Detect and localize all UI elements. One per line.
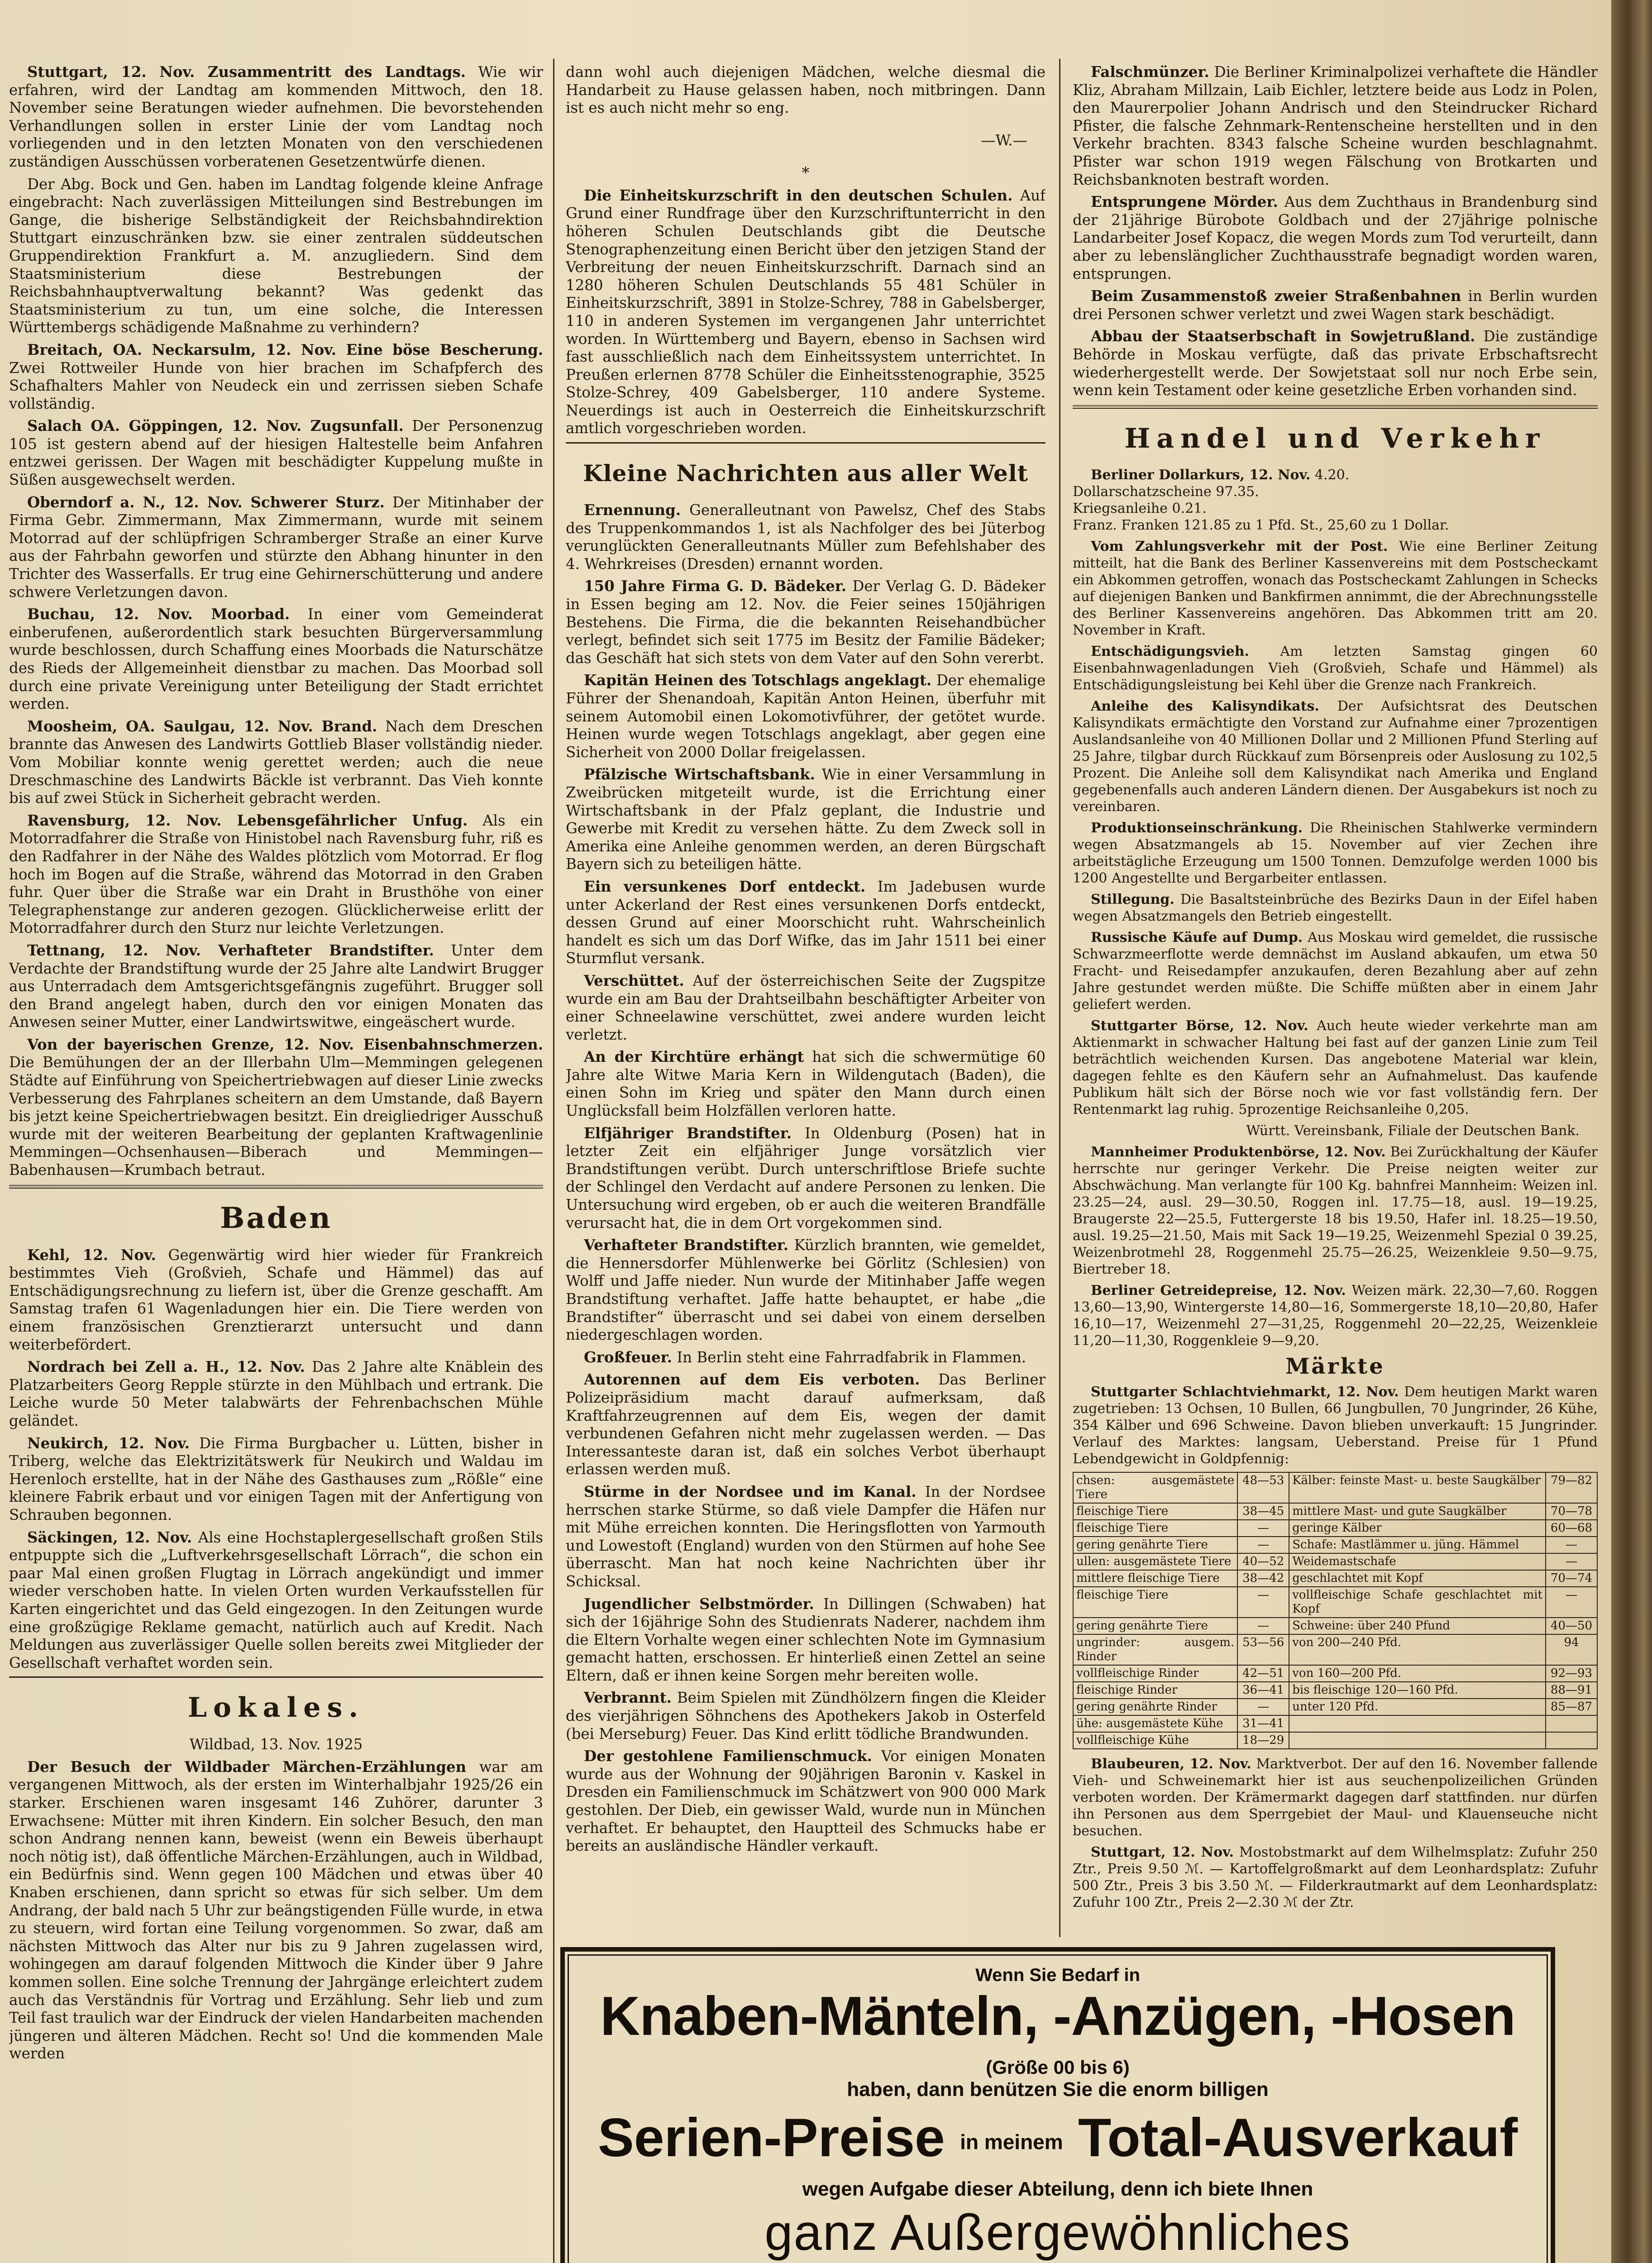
rate-line: Franz. Franken 121.85 zu 1 Pfd. St., 25,60 zu 1 Dollar. — [1073, 517, 1449, 533]
article — [9, 417, 543, 489]
article-body: Wie in einer Versammlung in Zweibrücken mitgeteilt wurde, ist die Errichtung einer Wirtschaftsbank in der Pfalz geplant, die Industrie und Gewerbe mit Kredit zu versehen hätte. Zu dem Zweck soll in Amerika eine Anleihe genommen werden, an deren Bürgschaft Bayern sich zu beteiligen hätte. — [566, 766, 1046, 873]
table-row — [1073, 1553, 1597, 1570]
article-headline: Stillegung. — [1091, 891, 1175, 907]
table-cell: mittlere fleischige Tiere — [1073, 1570, 1237, 1587]
article-body: Das 2 Jahre alte Knäblein des Platzarbeiters Georg Repple stürzte in den Mühlbach und ertrank. Die Leiche wurde 50 Meter talabwärts der Fehrenbachschen Mühle geländet. — [9, 1358, 543, 1429]
article-body: Nach dem Dreschen brannte das Anwesen des Landwirts Gottlieb Blaser vollständig nieder. Vom Mobiliar konnte wenig gerettet werden; auch die neue Dreschmaschine des Landwirts Bäckle ist verbrannt. Das Vieh konnte bis auf zwei Stück in Sicherheit gebracht werden. — [9, 717, 543, 807]
signature: —W.— — [981, 132, 1027, 149]
article-body: Marktverbot. Der auf den 16. November fallende Vieh- und Schweinemarkt hier ist aus seuchenpolizeilichen Gründen verboten worden. Der Krämermarkt dagegen darf stattfinden. nur dürfen ihn Personen aus dem Sperrgebiet der Maul- und Klauenseuche nicht besuchen. — [1073, 1756, 1598, 1839]
cattle-price-table — [1073, 1472, 1598, 1749]
table-cell: 79—82 — [1546, 1472, 1597, 1503]
article — [1073, 538, 1598, 639]
article — [566, 187, 1046, 438]
article — [1073, 643, 1598, 693]
table-row — [1073, 1570, 1597, 1587]
table-cell: 36—41 — [1237, 1682, 1289, 1699]
table-cell: — — [1546, 1553, 1597, 1570]
table-cell: 38—42 — [1237, 1570, 1289, 1587]
article-headline: Stuttgart, 12. Nov. Zusammentritt des Landtags. — [27, 63, 466, 81]
article-body: Weizen märk. 22,30—7,60. Roggen 13,60—13,90, Wintergerste 14,80—16, Sommergerste 18,10—20,80, Hafer 16,10—17, Weizenmehl 27—31,25, Roggenmehl 20—22,25, Weizenkleie 11,20—11,30, Roggenkleie 9—9,20. — [1073, 1282, 1598, 1349]
table-row — [1073, 1682, 1597, 1699]
article — [1073, 287, 1598, 323]
table-cell: Schweine: über 240 Pfund — [1289, 1618, 1546, 1634]
table-cell: bis fleischige 120—160 Pfd. — [1289, 1682, 1546, 1699]
table-cell: 40—50 — [1546, 1618, 1597, 1634]
article — [1073, 698, 1598, 815]
article-headline: Pfälzische Wirtschaftsbank. — [584, 766, 815, 783]
article-headline: Ravensburg, 12. Nov. Lebensgefährlicher Unfug. — [27, 812, 468, 829]
article — [566, 1349, 1046, 1367]
article — [566, 578, 1046, 667]
table-cell: 48—53 — [1237, 1472, 1289, 1503]
article-headline: Die Einheitskurzschrift in den deutschen Schulen. — [584, 186, 1013, 204]
article-headline: Berliner Dollarkurs, 12. Nov. — [1091, 467, 1311, 483]
ad-intro: Wenn Sie Bedarf in — [975, 1965, 1140, 1985]
table-cell: 40—52 — [1237, 1553, 1289, 1570]
article-body: Auf der österreichischen Seite der Zugspitze wurde ein am Bau der Drahtseilbahn beschäftigter Arbeiter von einer Schneelawine verschüttet, zwei andere wurden leicht verletzt. — [566, 972, 1046, 1043]
table-cell: 85—87 — [1546, 1699, 1597, 1715]
article-body: Der Abg. Bock und Gen. haben im Landtag folgende kleine Anfrage eingebracht: Nach zuverlässigen Mitteilungen sind Bestrebungen im Gange, die bisherige Selbständigkeit der Reichsbahndirektion Stuttgart einzuschränken bzw. sie einer zentralen süddeutschen Gruppendirektion Frankfurt a. M. anzugliedern. Sind dem Staatsministerium diese Bestrebungen der Reichsbahnhauptverwaltung bekannt? Was gedenkt das Staatsministerium zu tun, um eine solche, die Interessen Württembergs schädigende Maßnahme zu verhindern? — [9, 175, 543, 336]
article-body: Mostobstmarkt auf dem Wilhelmsplatz: Zufuhr 250 Ztr., Preis 9.50 ℳ. — Kartoffelgroßmarkt auf dem Leonhardsplatz: Zufuhr 500 Ztr., Preis 3 bis 3.50 ℳ. — Filderkrautmarkt auf dem Leonhardsplatz: Zufuhr 100 Ztr., Preis 2—2.30 ℳ der Ztr. — [1073, 1844, 1598, 1910]
table-cell: — — [1237, 1520, 1289, 1537]
article-body: Als eine Hochstaplergesellschaft großen Stils entpuppte sich die „Luftverkehrsgesellschaft Lörrach“, die schon ein paar Mal einen großen Flugtag in Lörrach angekündigt und immer wieder verschoben hatte. In vielen Orten wurden Verkaufsstellen für Karten eingerichtet und das Geld eingezogen. In den Zeitungen wurde eine großzügige Reklame gemacht, natürlich auch auf Kredit. Nach Meldungen aus zuverlässiger Quelle sollen bereits zwei Mitglieder der Gesellschaft verhaftet worden sein. — [9, 1528, 543, 1671]
table-cell: von 200—240 Pfd. — [1289, 1634, 1546, 1665]
table-row — [1073, 1537, 1597, 1553]
table-cell — [1546, 1732, 1597, 1749]
article-headline: Anleihe des Kalisyndikats. — [1091, 698, 1319, 714]
ad-sizes: (Größe 00 bis 6) — [986, 2057, 1130, 2078]
table-cell: — — [1546, 1587, 1597, 1618]
article-headline: Entschädigungsvieh. — [1091, 643, 1249, 659]
rate-line: Kriegsanleihe 0.21. — [1073, 500, 1207, 516]
section-heading-handel-und-verkehr: Handel und Verkehr — [1124, 422, 1546, 454]
table-cell: fleischige Tiere — [1073, 1520, 1237, 1537]
article-headline: Entsprungene Mörder. — [1091, 193, 1278, 211]
table-row — [1073, 1634, 1597, 1665]
table-cell: 42—51 — [1237, 1665, 1289, 1682]
article — [566, 1747, 1046, 1855]
article-headline: Stuttgarter Börse, 12. Nov. — [1091, 1017, 1308, 1034]
article-headline: Buchau, 12. Nov. Moorbad. — [27, 606, 290, 623]
article-headline: Neukirch, 12. Nov. — [27, 1434, 190, 1452]
article — [566, 972, 1046, 1044]
article-headline: Stuttgarter Schlachtviehmarkt, 12. Nov. — [1091, 1384, 1399, 1400]
table-cell: Weidemastschafe — [1289, 1553, 1546, 1570]
section-divider — [9, 1185, 543, 1189]
table-row — [1073, 1618, 1597, 1634]
table-cell: ullen: ausgemästete Tiere — [1073, 1553, 1237, 1570]
article-body: Als ein Motorradfahrer die Straße von Hinistobel nach Ravensburg fuhr, riß es den Radfahrer in der Nähe des Waldes plötzlich vom Motorrad. Er flog hoch im Bogen auf die Straße, während das Motorrad in den Graben fuhr. Quer über die Straße war ein Draht in Brusthöhe von einer Telegraphenstange zur anderen gezogen. Glücklicherweise erlitt der Motorradfahrer durch den Sturz nur leichte Verletzungen. — [9, 812, 543, 937]
separator-star: * — [802, 164, 810, 182]
article-headline: 150 Jahre Firma G. D. Bädeker. — [584, 578, 847, 595]
table-cell: 31—41 — [1237, 1715, 1289, 1732]
table-row — [1073, 1472, 1597, 1503]
article-body: Aus Moskau wird gemeldet, die russische Schwarzmeerflotte werde demnächst im Ausland abkaufen, um etwa 50 Fracht- und Reisedampfer anzukaufen, deren Bezahlung aber auf zehn Jahre gestundet werden müßte. Die Schiffe müßten aber in einem Jahr geliefert werden. — [1073, 929, 1598, 1012]
article-body: hat sich die schwermütige 60 Jahre alte Witwe Maria Kern in Wildengutach (Baden), die einen Sohn im Krieg und später den Mann durch einen Unglücksfall beim Holzfällen verloren hatte. — [566, 1048, 1046, 1120]
table-row — [1073, 1520, 1597, 1537]
section-heading-kleine-nachrichten: Kleine Nachrichten aus aller Welt — [583, 460, 1028, 487]
table-cell: — — [1237, 1618, 1289, 1634]
advertisement-globus — [560, 1947, 1555, 2263]
article-body: Die zuständige Behörde in Moskau verfügte, daß das private Erbschaftsrecht wiederhergestellt werde. Der Sowjetstaat soll nur noch Erbe sein, wenn kein Testament oder keine gesetzliche Erben vorhanden sind. — [1073, 328, 1598, 399]
article-headline: Moosheim, OA. Saulgau, 12. Nov. Brand. — [27, 717, 377, 735]
article — [566, 1048, 1046, 1120]
article-body: Im Jadebusen wurde unter Ackerland der Rest eines versunkenen Dorfs entdeckt, dessen Grund auf einer Moorschicht ruht. Wahrscheinlich handelt es sich um das Dorf Wifke, das im Jahr 1511 bei einer Sturmflut versank. — [566, 878, 1046, 967]
article — [1073, 1144, 1598, 1278]
article — [9, 1758, 543, 2063]
article — [1073, 1384, 1598, 1467]
article-body: Die Basaltsteinbrüche des Bezirks Daun in der Eifel haben wegen Absatzmangels den Betrieb eingestellt. — [1073, 891, 1598, 924]
column-1 — [9, 63, 543, 2263]
article — [9, 718, 543, 807]
table-cell: fleischige Tiere — [1073, 1587, 1237, 1618]
table-cell: Schafe: Mastlämmer u. jüng. Hämmel — [1289, 1537, 1546, 1553]
table-cell: vollfleischige Kühe — [1073, 1732, 1237, 1749]
book-binding — [1611, 0, 1652, 2263]
article — [1073, 929, 1598, 1013]
article-headline: Der Besuch der Wildbader Märchen-Erzählungen — [27, 1758, 467, 1776]
ad-total-ausverkauf: Total-Ausverkauf — [1078, 2107, 1518, 2168]
article-headline: Verschüttet. — [584, 972, 684, 989]
article — [566, 766, 1046, 874]
article-headline: Kehl, 12. Nov. — [27, 1246, 156, 1264]
article-body: Unter dem Verdachte der Brandstiftung wurde der 25 Jahre alte Landwirt Brugger aus Unterradach dem Amtsgerichtsgefängnis zugeführt. Brugger soll den Brand angelegt haben, durch den vor einigen Monaten das Anwesen seiner Mutter, einer Landwirtswitwe, eingeäschert wurde. — [9, 941, 543, 1031]
article-headline: An der Kirchtüre erhängt — [584, 1048, 804, 1066]
article-body: In der Nordsee herrschen starke Stürme, so daß viele Dampfer die Häfen nur mit Mühe erreichen konnten. Die Heringsflotten von Yarmouth und Lowestoft (England) wurden von den Stürmen auf hohe See überrascht. Man hat noch keine Nachrichten über ihr Schicksal. — [566, 1483, 1046, 1590]
table-cell: 60—68 — [1546, 1520, 1597, 1537]
article-body: Die Bemühungen der an der Illerbahn Ulm—Memmingen gelegenen Städte auf Einführung von Speichertriebwagen auf dieser Linie zwecks Verbesserung des Fahrplanes scheitern an dem Umstande, daß Bayern bis jetzt keine Speichertriebwagen besitzt. Ein dreigliedriger Ausschuß wurde mit der weiteren Bearbeitung der geplanten Kraftwagenlinie Memmingen—Ochsenhausen—Biberach und Memmingen—Babenhausen—Krumbach betraut. — [9, 1054, 543, 1179]
table-row — [1073, 1715, 1597, 1732]
article-body: Der Personenzug 105 ist gestern abend auf der hiesigen Haltestelle beim Anfahren entzwei gerissen. Der Wagen mit beschädigter Kuppelung mußte in Süßen ausgewechselt werden. — [9, 417, 543, 489]
article — [1073, 1017, 1598, 1118]
table-cell: gering genährte Tiere — [1073, 1618, 1237, 1634]
article — [9, 812, 543, 937]
ad-in-meinem: in meinem — [960, 2130, 1063, 2154]
table-row — [1073, 1732, 1597, 1749]
table-cell: — — [1546, 1537, 1597, 1553]
section-heading-lokales: Lokales. — [187, 1692, 365, 1724]
article-body: Die Firma Burgbacher u. Lütten, bisher in Triberg, welche das Elektrizitätswerk für Neukirch und Waldau im Herenloch erstellte, hat in der Nähe des Gasthauses zum „Rößle“ eine kleinere Fabrik erbaut und vor einigen Tagen mit der Anfertigung von Schrauben begonnen. — [9, 1434, 543, 1523]
article-headline: Nordrach bei Zell a. H., 12. Nov. — [27, 1358, 305, 1376]
article-headline: Verhafteter Brandstifter. — [584, 1237, 789, 1254]
article — [1073, 63, 1598, 189]
article — [9, 1036, 543, 1179]
article — [566, 501, 1046, 573]
article-headline: Der gestohlene Familienschmuck. — [584, 1747, 872, 1765]
article-headline: Kapitän Heinen des Totschlags angeklagt. — [584, 672, 932, 689]
article-headline: Autorennen auf dem Eis verboten. — [584, 1371, 920, 1389]
table-cell — [1546, 1715, 1597, 1732]
article-body: Der Verlag G. D. Bädeker in Essen beging am 12. Nov. die Feier seines 150jährigen Bestehens. Die Firma, die die bekannten Reisehandbücher verlegt, befindet sich seit 1775 im Besitz der Familie Bädeker; das Geschäft hat sich stets von dem Vater auf den Sohn vererbt. — [566, 578, 1046, 667]
article-headline: Mannheimer Produktenbörse, 12. Nov. — [1091, 1144, 1386, 1160]
article-body: In Oldenburg (Posen) hat in letzter Zeit ein elfjähriger Junge vorsätzlich vier Brandstiftungen verübt. Durch unterschriftlose Briefe suchte der Schlingel den Verdacht auf andere Personen zu lenken. Die Untersuchung wird ergeben, ob er auch die weiteren Brandfälle verursacht hat, die in dem Ort vorgekommen sind. — [566, 1124, 1046, 1232]
article-body: Aus dem Zuchthaus in Brandenburg sind der 21jährige Bürobote Goldbach und der 27jährige polnische Landarbeiter Josef Kopacz, die wegen Mords zum Tod verurteilt, dann aber zu lebenslänglicher Zuchthausstrafe begnadigt worden waren, entsprungen. — [1073, 193, 1598, 282]
article — [9, 63, 543, 171]
article — [1073, 467, 1598, 534]
ad-text: wegen Aufgabe dieser Abteilung, denn ich biete Ihnen — [802, 2178, 1313, 2200]
article-headline: Großfeuer. — [584, 1348, 673, 1366]
article — [1073, 891, 1598, 925]
article — [1073, 193, 1598, 283]
article-body: Beim Spielen mit Zündhölzern fingen die Kleider des vierjährigen Söhnchens des Apothekers Jakob in Osterfeld (bei Merseburg) Feuer. Das Kind erlitt tödliche Brandwunden. — [566, 1689, 1046, 1743]
table-cell: ühe: ausgemästete Kühe — [1073, 1715, 1237, 1732]
article-body: dann wohl auch diejenigen Mädchen, welche diesmal die Handarbeit zu Hause gelassen haben, noch mitbringen. Dann ist es auch nicht mehr so eng. — [566, 63, 1046, 117]
column-3 — [1073, 63, 1598, 1933]
article — [9, 1529, 543, 1672]
article — [1073, 328, 1598, 399]
table-cell: vollfleischige Schafe geschlachtet mit Kopf — [1289, 1587, 1546, 1618]
table-cell: fleischige Tiere — [1073, 1503, 1237, 1520]
article — [9, 341, 543, 413]
article — [1073, 820, 1598, 887]
article-headline: Falschmünzer. — [1091, 63, 1209, 81]
article-headline: Ein versunkenes Dorf entdeckt. — [584, 878, 866, 895]
section-heading-maerkte: Märkte — [1285, 1353, 1385, 1379]
article-headline: Russische Käufe auf Dump. — [1091, 929, 1303, 945]
table-cell: 18—29 — [1237, 1732, 1289, 1749]
table-cell: — — [1237, 1699, 1289, 1715]
article-headline: Jugendlicher Selbstmörder. — [584, 1595, 814, 1613]
article-body: Kürzlich brannten, wie gemeldet, die Hennersdorfer Mühlenwerke bei Görlitz (Schlesien) von Wolff und Jaffe nieder. Nun wurde der Mitinhaber Jaffe wegen Brandstiftung verhaftet. Jaffe hatte behauptet, er habe „die Brandstifter“ überrascht und sei dabei von einem derselben niedergeschlagen worden. — [566, 1237, 1046, 1344]
table-row — [1073, 1503, 1597, 1520]
table-cell: geschlachtet mit Kopf — [1289, 1570, 1546, 1587]
article — [566, 1483, 1046, 1591]
article-body: Gegenwärtig wird hier wieder für Frankreich bestimmtes Vieh (Großvieh, Schafe und Hämmel) das auf Entschädigungsrechnung zu liefern ist, über die Grenze geschafft. Am Samstag trafen 61 Wagenladungen hier ein. Die Tiere werden von einem französischen Grenztierarzt untersucht und dann weiterbefördert. — [9, 1246, 543, 1353]
section-divider — [9, 1676, 543, 1678]
article — [9, 1246, 543, 1354]
article-body: in Berlin wurden drei Personen schwer verletzt und zwei Wagen stark beschädigt. — [1073, 287, 1598, 323]
column-rule — [553, 59, 554, 2263]
article-headline: Tettnang, 12. Nov. Verhafteter Brandstifter. — [27, 941, 434, 959]
article-body: Der ehemalige Führer der Shenandoah, Kapitän Anton Heinen, überfuhr mit seinem Automobil einen Lokomotivführer, der getötet wurde. Heinen wurde wegen Totschlags angeklagt, aber gegen eine Sicherheit von 2000 Dollar freigelassen. — [566, 672, 1046, 761]
article-headline: Von der bayerischen Grenze, 12. Nov. Eisenbahnschmerzen. — [27, 1036, 543, 1053]
article-body: Vor einigen Monaten wurde aus der Wohnung der 90jährigen Baronin v. Kaskel in Dresden ein Familienschmuck im Schätzwert von 900 000 Mark gestohlen. Der Dieb, ein gewisser Wald, wurde nun in München verhaftet. Er behauptet, den Hauptteil des Schmucks habe er bereits an ausländische Händler verkauft. — [566, 1747, 1046, 1855]
article-body: In Dillingen (Schwaben) hat sich der 16jährige Sohn des Studienrats Naderer, nachdem ihm die Eltern Vorhalte wegen einer schlechten Note im Gymnasium gemacht hatten, erschossen. Er hinterließ einen Zettel an seine Eltern, daß er ihnen keine Sorgen mehr bereiten wolle. — [566, 1595, 1046, 1684]
article — [9, 1358, 543, 1430]
exchange-rate: 4.20. — [1314, 467, 1350, 483]
article-body: war am vergangenen Mittwoch, als der ersten im Winterhalbjahr 1925/26 ein starker. Erschienen waren insgesamt 146 Zuhörer, darunter 3 Erwachsene: Mütter mit ihren Kindern. Ein solcher Besuch, den man schon Andrang nennen kann, beweist (wenn ein Beweis überhaupt noch nötig ist), daß öffentliche Märchen-Erzählungen, auch in Wildbad, ein Bedürfnis sind. Wenn gegen 100 Mädchen und etwas über 40 Knaben erschienen, dann spricht so etwas für sich selber. Um dem Andrang, der bald nach 5 Uhr zur beängstigenden Fülle wurde, in etwa zu steuern, wird fortan eine Teilung vorgenommen. So zwar, daß am nächsten Mittwoch das Alter nur bis zu 9 Jahren zugelassen wird, wohingegen am darauf folgenden Mittwoch die Kinder über 9 Jahre kommen sollen. Eine solche Trennung der Jahrgänge erleichtert zudem auch das Verständnis für Vortrag und Erzählung. Sehr lieb und zum Teil fast traulich war der Eindruck der vielen Handarbeiten machenden jüngeren und älteren Mädchen. Recht so! Und die kommenden Male werden — [9, 1758, 543, 2062]
table-row — [1073, 1665, 1597, 1682]
article — [1073, 1282, 1598, 1349]
article-headline: Säckingen, 12. Nov. — [27, 1528, 192, 1546]
table-cell: unter 120 Pfd. — [1289, 1699, 1546, 1715]
article-body: In Berlin steht eine Fahrradfabrik in Flammen. — [677, 1348, 1027, 1366]
article-body: Bei Zurückhaltung der Käufer herrschte nur geringer Verkehr. Die Preise neigten weiter zur Abschwächung. Man verlangte für 100 Kg. bahnfrei Mannheim: Weizen inl. 23.25—24, ausl. 29—30.50, Roggen inl. 17.75—18, ausl. 19—19.25, Braugerste 22—25.5, Futtergerste 18 bis 19.50, Hafer inl. 18.25—19.50, ausl. 19.25—21.50, Mais mit Sack 19—19.25, Weizenmehl Spezial 0 39.25, Weizenbrotmehl 28, Roggenmehl 25.75—26.25, Weizenkleie 9.50—9.75, Biertreber 18. — [1073, 1144, 1598, 1277]
article-headline: Berliner Getreidepreise, 12. Nov. — [1091, 1282, 1346, 1299]
table-cell: gering genährte Rinder — [1073, 1699, 1237, 1715]
article-headline: Oberndorf a. N., 12. Nov. Schwerer Sturz. — [27, 493, 385, 511]
article — [566, 1689, 1046, 1743]
table-cell: 92—93 — [1546, 1665, 1597, 1682]
article-body: Wie eine Berliner Zeitung mitteilt, hat die Bank des Berliner Kassenvereins mit dem Postscheckamt ein Abkommen getroffen, wonach das Postscheckamt Zahlungen in Schecks auf diejenigen Banken und Bankfirmen annimmt, die der Abrechnungsstelle des Berliner Kassenvereins angehören. Das Abkommen tritt am 20. November in Kraft. — [1073, 538, 1598, 638]
article-body: Dem heutigen Markt waren zugetrieben: 13 Ochsen, 10 Bullen, 66 Jungbullen, 70 Jungrinder, 26 Kühe, 354 Kälber und 696 Schweine. Davon blieben unverkauft: 15 Jungrinder. Verlauf des Marktes: langsam, Ueberstand. Preise für 1 Pfund Lebendgewicht in Goldpfennig: — [1073, 1384, 1598, 1467]
table-cell: chsen: ausgemästete Tiere — [1073, 1472, 1237, 1503]
table-cell: fleischige Rinder — [1073, 1682, 1237, 1699]
article-body: Auf Grund einer Rundfrage über den Kurzschriftunterricht in den höheren Schulen Deutschlands gibt die Deutsche Stenographenzeitung einen Bericht über den jetzigen Stand der Verbreitung der neuen Einheitskurzschrift. Darnach sind an 1280 höheren Schulen Deutschlands 55 481 Schüler in Einheitskurzschrift, 3891 in Stolze-Schrey, 788 in Gabelsberger, 110 in anderen Systemen im vergangenen Jahr unterrichtet worden. In Württemberg und Bayern, ebenso in Sachsen wird fast ausschließlich nach dem Einheitssystem unterrichtet. In Preußen erlernen 8778 Schüler die Einheitsstenographie, 3525 Stolze-Schrey, 409 Gabelsberger, 110 andere Systeme. Neuerdings ist auch in Oesterreich die Einheitskurzschrift amtlich vorgeschrieben worden. — [566, 186, 1046, 437]
article-headline: Ernennung. — [584, 501, 681, 519]
article-headline: Abbau der Staatserbschaft in Sowjetrußland. — [1091, 328, 1475, 345]
ad-text: haben, dann benützen Sie die enorm billigen — [847, 2078, 1269, 2101]
article — [9, 606, 543, 713]
table-cell: 94 — [1546, 1634, 1597, 1665]
signature: Württ. Vereinsbank, Filiale der Deutschen Bank. — [1246, 1122, 1580, 1139]
article-headline: Breitach, OA. Neckarsulm, 12. Nov. Eine böse Bescherung. — [27, 341, 543, 358]
article-body: Auch heute wieder verkehrte man am Aktienmarkt in schwacher Haltung bei fast auf der ganzen Linie zum Teil beträchtlich weichenden Kursen. Das angebotene Material war klein, dagegen fehlte es den Käufern sehr an Aufnahmelust. Das kaufende Publikum hält sich der Börse noch wie vor fast vollständig fern. Der Rentenmarkt lag ruhig. 5prozentige Reichsanleihe 0,205. — [1073, 1017, 1598, 1117]
article — [9, 942, 543, 1031]
article — [1073, 1756, 1598, 1839]
column-2 — [566, 63, 1046, 1933]
article — [566, 1371, 1046, 1479]
article-body: Zwei Rottweiler Hunde von hier brachen im Schafpferch des Schafhalters Mahler von Neudeck ein und zerrissen sieben Schafe vollständig. — [9, 359, 543, 412]
table-cell — [1289, 1732, 1546, 1749]
section-divider — [566, 442, 1046, 444]
article — [566, 1125, 1046, 1232]
table-cell: 38—45 — [1237, 1503, 1289, 1520]
table-cell: 70—78 — [1546, 1503, 1597, 1520]
table-cell: Kälber: feinste Mast- u. beste Saugkälber — [1289, 1472, 1546, 1503]
ad-serien-preise: Serien-Preise — [597, 2107, 945, 2168]
article-body: Die Berliner Kriminalpolizei verhaftete die Händler Kliz, Abraham Millzain, Laib Eichler, letztere beide aus Lodz in Polen, den Maurerpolier Johann Andrisch und den Steindrucker Richard Pfister, die falsche Zehnmark-Rentenscheine herstellten und in den Verkehr brachten. 8343 falsche Scheine wurden beschlagnahmt. Pfister war schon 1919 wegen Fälschung von Brotkarten und Reichsbanknoten bestraft worden. — [1073, 63, 1598, 188]
dateline: Wildbad, 13. Nov. 1925 — [189, 1736, 363, 1753]
article-headline: Vom Zahlungsverkehr mit der Post. — [1091, 538, 1388, 554]
table-cell: mittlere Mast- und gute Saugkälber — [1289, 1503, 1546, 1520]
table-cell — [1289, 1715, 1546, 1732]
table-row — [1073, 1587, 1597, 1618]
table-cell: 53—56 — [1237, 1634, 1289, 1665]
article — [566, 672, 1046, 761]
table-cell: — — [1237, 1587, 1289, 1618]
article-headline: Elfjähriger Brandstifter. — [584, 1124, 792, 1142]
table-cell: von 160—200 Pfd. — [1289, 1665, 1546, 1682]
table-cell: geringe Kälber — [1289, 1520, 1546, 1537]
article — [566, 878, 1046, 968]
article — [9, 1435, 543, 1524]
article-body: Generalleutnant von Pawelsz, Chef des Stabs des Truppenkommandos 1, ist als Nachfolger des bei Jüterbog verunglückten Generalleutnants Müller zum Befehlshaber des 4. Wehrkreises (Dresden) ernannt worden. — [566, 501, 1046, 573]
table-cell: vollfleischige Rinder — [1073, 1665, 1237, 1682]
column-rule — [1059, 59, 1060, 1937]
table-cell: 88—91 — [1546, 1682, 1597, 1699]
article-body: In einer vom Gemeinderat einberufenen, außerordentlich stark besuchten Bürgerversammlung wurde beschlossen, durch Schaffung eines Moorbads die Naturschätze des Rieds der Allgemeinheit dienstbar zu machen. Das Moorbad soll durch eine private Vereinigung unter Beteiligung der Stadt errichtet werden. — [9, 606, 543, 713]
article — [1073, 1844, 1598, 1911]
article — [566, 1237, 1046, 1344]
article-headline: Blaubeuren, 12. Nov. — [1091, 1756, 1251, 1772]
article-body: Der Mitinhaber der Firma Gebr. Zimmermann, Max Zimmermann, wurde mit seinem Motorrad auf der schlüpfrigen Schramberger Straße an einer Kurve aus der Fahrbahn geworfen und stürzte den Abhang hinunter in den Trichter des Wasserfalls. Er trug eine Gehirnerschütterung und andere schwere Verletzungen davon. — [9, 493, 543, 601]
section-divider — [1073, 405, 1598, 409]
article-headline: Produktionseinschränkung. — [1091, 820, 1303, 836]
ad-slogan: ganz Außergewöhnliches — [764, 2204, 1351, 2261]
article-body: Wie wir erfahren, wird der Landtag am kommenden Mittwoch, den 18. November seine Beratungen wieder aufnehmen. Die bevorstehenden Verhandlungen sollen in erster Linie der vom Landtag noch vorliegenden und in den letzten Monaten von den verschiedenen zuständigen Ausschüssen vorberatenen Gesetzentwürfe dienen. — [9, 63, 543, 170]
article-body: Am letzten Samstag gingen 60 Eisenbahnwagenladungen Vieh (Großvieh, Schafe und Hämmel) als Entschädigungsleistung bei Kehl über die Grenze nach Frankreich. — [1073, 643, 1598, 693]
table-cell: — — [1237, 1537, 1289, 1553]
table-row — [1073, 1699, 1597, 1715]
article-headline: Stuttgart, 12. Nov. — [1091, 1844, 1234, 1860]
article-headline: Verbrannt. — [584, 1689, 672, 1707]
table-cell: ungrinder: ausgem. Rinder — [1073, 1634, 1237, 1665]
article-body: Das Berliner Polizeipräsidium macht darauf aufmerksam, daß Kraftfahrzeugrennen auf dem Eis, wegen der damit verbundenen Gefahren nicht mehr zugelassen werden. — Das Interessanteste daran ist, daß ein solches Verbot überhaupt erlassen werden muß. — [566, 1371, 1046, 1478]
ad-offer — [565, 2106, 1551, 2169]
article-body: Der Aufsichtsrat des Deutschen Kalisyndikats ermächtigte den Vorstand zur Aufnahme einer 7prozentigen Auslandsanleihe von 40 Millionen Dollar und 2 Millionen Pfund Sterling auf 25 Jahre, tilgbar durch Rückkauf zum Börsenpreis oder Auslosung zu 102,5 Prozent. Die Anleihe soll dem Kalisyndikat nach Amerika und England gegebenenfalls auch anderen Ländern dienen. Der Ausgabekurs ist noch zu vereinbaren. — [1073, 698, 1598, 815]
article-headline: Beim Zusammenstoß zweier Straßenbahnen — [1091, 287, 1461, 305]
rate-line: Dollarschatzscheine 97.35. — [1073, 483, 1259, 500]
article — [9, 494, 543, 602]
article-headline: Salach OA. Göppingen, 12. Nov. Zugsunfall. — [27, 417, 404, 435]
article-headline: Stürme in der Nordsee und im Kanal. — [584, 1483, 917, 1500]
table-cell: 70—74 — [1546, 1570, 1597, 1587]
article — [566, 1595, 1046, 1685]
ad-headline: Knaben-Mänteln, -Anzügen, -Hosen — [600, 1985, 1515, 2047]
section-heading-baden: Baden — [220, 1201, 332, 1235]
table-cell: gering genährte Tiere — [1073, 1537, 1237, 1553]
article-body: Die Rheinischen Stahlwerke vermindern wegen Absatzmangels ab 15. November auf vier Zechen ihre arbeitstägliche Erzeugung um 1500 Tonnen. Demzufolge werden 1000 bis 1200 Angestellte und Bergarbeiter entlassen. — [1073, 820, 1598, 886]
